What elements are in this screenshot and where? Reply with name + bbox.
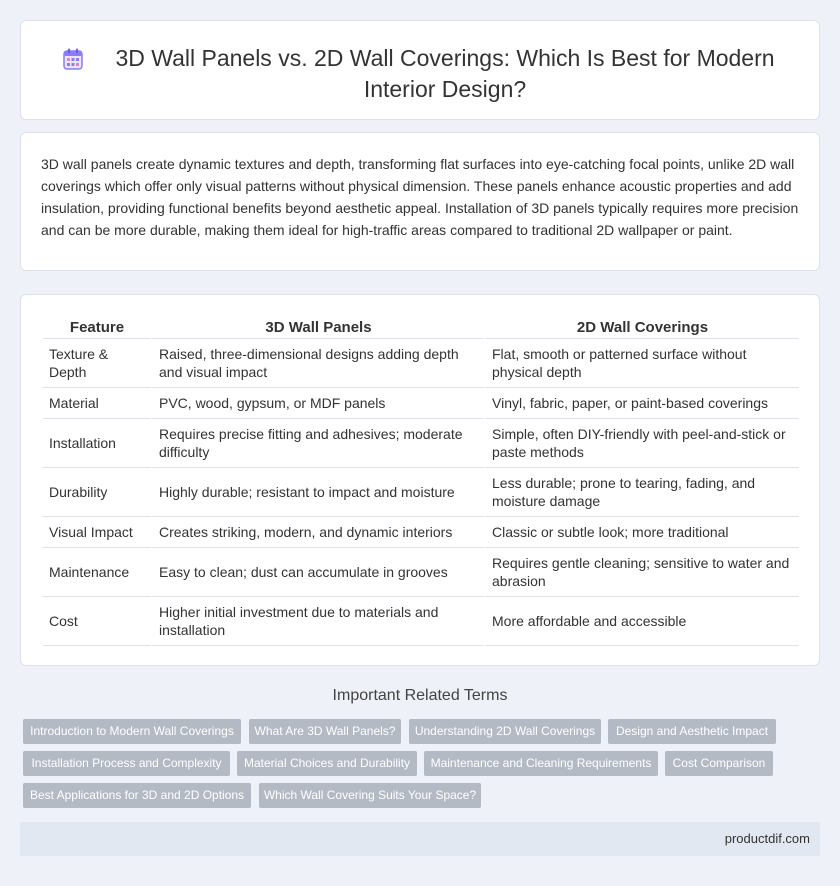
tag-what-are-3d-wall-panels[interactable]: What Are 3D Wall Panels? (249, 719, 401, 744)
tag-maintenance-and-cleaning-requirements[interactable]: Maintenance and Cleaning Requirements (424, 751, 658, 776)
tag-introduction-to-modern-wall-coverings[interactable]: Introduction to Modern Wall Coverings (23, 719, 241, 744)
feature-cell: Material (43, 388, 151, 419)
table-row (43, 388, 799, 419)
tag-material-choices-and-durability[interactable]: Material Choices and Durability (237, 751, 417, 776)
comparison-table (43, 313, 799, 646)
coverings-cell: Requires gentle cleaning; sensitive to water and abrasion (484, 548, 799, 597)
related-terms-title: Important Related Terms (332, 687, 508, 704)
tag-understanding-2d-wall-coverings[interactable]: Understanding 2D Wall Coverings (409, 719, 601, 744)
calendar-grid-icon (63, 48, 83, 70)
panels-cell: Higher initial investment due to materials and installation (151, 597, 484, 646)
table-row (43, 597, 799, 646)
coverings-cell: Vinyl, fabric, paper, or paint-based coverings (484, 388, 799, 419)
panels-cell: Easy to clean; dust can accumulate in grooves (151, 548, 484, 597)
panels-cell: Highly durable; resistant to impact and moisture (151, 468, 484, 517)
feature-cell: Maintenance (43, 548, 151, 597)
feature-cell: Installation (43, 419, 151, 468)
coverings-cell: Flat, smooth or patterned surface without physical depth (484, 339, 799, 388)
table-row (43, 339, 799, 388)
intro-paragraph: 3D wall panels create dynamic textures and depth, transforming flat surfaces into eye-catching focal points, unlike 2D wall coverings which offer only visual patterns without physical dimension. These panels enhance acoustic properties and add insulation, providing functional benefits beyond aesthetic appeal. Installation of 3D panels typically requires more precision and can be more durable, making them ideal for high-traffic areas compared to traditional 2D wallpaper or paint. (41, 156, 799, 238)
page-title: 3D Wall Panels vs. 2D Wall Coverings: Which Is Best for Modern Interior Design? (115, 45, 775, 102)
feature-cell: Durability (43, 468, 151, 517)
table-row (43, 419, 799, 468)
tag-best-applications-for-3d-and-2d-options[interactable]: Best Applications for 3D and 2D Options (23, 783, 251, 808)
table-row (43, 517, 799, 548)
table-row (43, 468, 799, 517)
coverings-cell: Less durable; prone to tearing, fading, and moisture damage (484, 468, 799, 517)
footer-site-name: productdif.com (724, 831, 810, 846)
comparison-table-card (20, 294, 820, 666)
panels-cell: Raised, three-dimensional designs adding depth and visual impact (151, 339, 484, 388)
tag-cost-comparison[interactable]: Cost Comparison (665, 751, 773, 776)
tag-which-wall-covering-suits-your-space[interactable]: Which Wall Covering Suits Your Space? (259, 783, 481, 808)
table-header-row (43, 313, 799, 339)
header-feature: Feature (43, 313, 151, 339)
title-card (20, 20, 820, 120)
table-row (43, 548, 799, 597)
feature-cell: Texture & Depth (43, 339, 151, 388)
header-2d-wall-coverings: 2D Wall Coverings (484, 313, 799, 339)
header-3d-wall-panels: 3D Wall Panels (151, 313, 484, 339)
coverings-cell: More affordable and accessible (484, 597, 799, 646)
feature-cell: Cost (43, 597, 151, 646)
feature-cell: Visual Impact (43, 517, 151, 548)
panels-cell: Creates striking, modern, and dynamic interiors (151, 517, 484, 548)
footer-bar (20, 822, 820, 856)
tag-installation-process-and-complexity[interactable]: Installation Process and Complexity (23, 751, 230, 776)
coverings-cell: Classic or subtle look; more traditional (484, 517, 799, 548)
coverings-cell: Simple, often DIY-friendly with peel-and-stick or paste methods (484, 419, 799, 468)
panels-cell: Requires precise fitting and adhesives; moderate difficulty (151, 419, 484, 468)
intro-card (20, 132, 820, 271)
panels-cell: PVC, wood, gypsum, or MDF panels (151, 388, 484, 419)
tag-design-and-aesthetic-impact[interactable]: Design and Aesthetic Impact (608, 719, 776, 744)
